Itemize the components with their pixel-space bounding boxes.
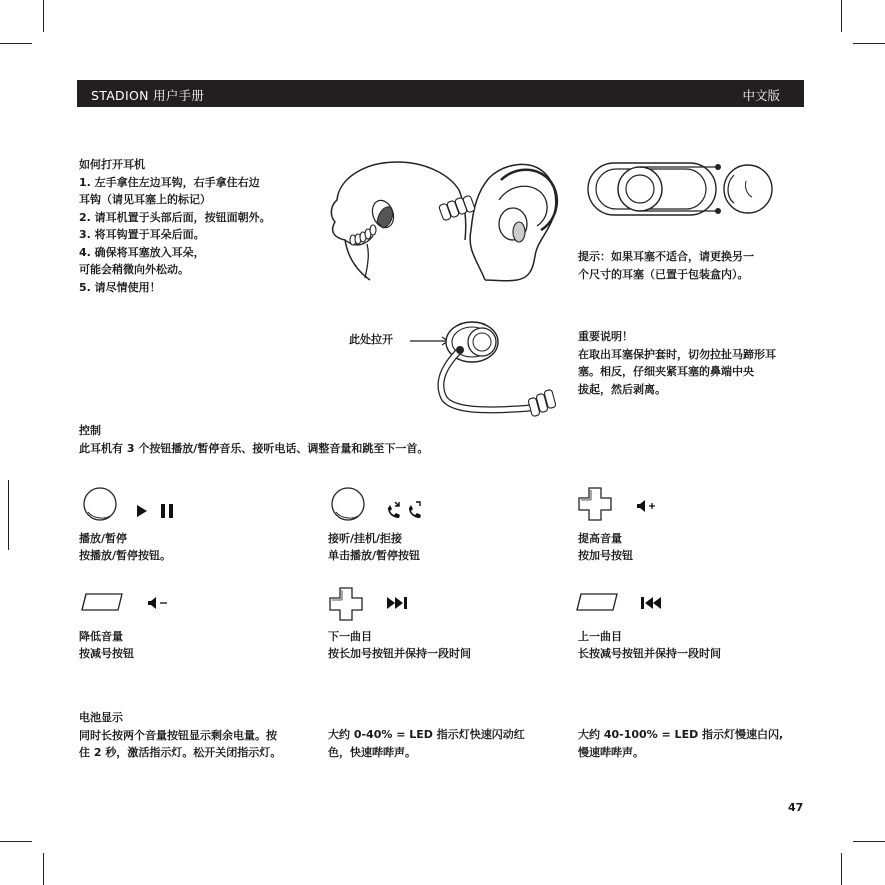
function-title: 播放/暂停 [79,532,128,545]
step-line: 2. 请耳机置于头部后面，按钮面朝外。 [79,210,271,224]
function-title: 下一曲目 [328,630,372,643]
ear-with-earphone-illustration [437,160,567,285]
battery-low-info [328,726,558,761]
crop-mark [853,841,885,842]
plus-button-icon [326,586,366,622]
tip-line: 个尺寸的耳塞（已置于包装盒内）。 [578,267,749,281]
how-to-wear-section [79,156,319,296]
function-title: 降低音量 [79,630,123,643]
important-line: 在取出耳塞保护套时，切勿拉扯马蹄形耳 [578,347,776,361]
volume-down-icon [147,596,171,610]
battery-high-line: 慢速哔哔声。 [578,745,644,759]
controls-section [79,422,679,457]
important-note [578,328,818,398]
step-line: 1. 左手拿住左边耳钩，右手拿住右边 [79,175,260,189]
crop-mark [43,853,44,885]
earbud-tip-removal-illustration [430,320,560,420]
play-pause-icon [135,503,179,519]
crop-mark [841,0,842,32]
crop-mark [0,43,32,44]
battery-high-line: 大约 40-100% = LED 指示灯慢速白闪, [578,728,784,741]
function-desc: 按播放/暂停按钮。 [79,549,172,562]
minus-button-icon [575,592,619,612]
function-desc: 单击播放/暂停按钮 [328,549,421,562]
manual-title: STADION 用户手册 [91,88,205,103]
previous-track-icon [640,596,664,610]
battery-desc: 住 2 秒，激活指示灯。松开关闭指示灯。 [79,746,282,759]
header-bar [77,80,804,107]
round-button-icon [328,486,368,522]
battery-desc: 同时长按两个音量按钮显示剩余电量。按 [79,728,277,742]
step-line: 4. 确保将耳塞放入耳朵， [79,245,205,259]
function-desc: 按加号按钮 [578,549,633,562]
step-line: 可能会稍微向外松动。 [79,263,189,276]
open-here-label: 此处拉开 [349,333,393,346]
function-title: 上一曲目 [578,630,622,643]
controls-heading: 控制 [79,424,101,437]
tip-text [578,248,808,283]
function-desc: 长按减号按钮并保持一段时间 [578,647,721,660]
battery-low-line: 大约 0-40% = LED 指示灯快速闪动红 [328,728,525,741]
crop-mark [853,43,885,44]
battery-low-line: 色，快速哔哔声。 [328,745,416,759]
crop-mark [841,853,842,885]
phone-icon [385,500,425,520]
step-line: 5. 请尽情使用！ [79,280,161,294]
controls-description: 此耳机有 3 个按钮播放/暂停音乐、接听电话、调整音量和跳至下一首。 [79,441,429,455]
crop-mark [43,0,44,32]
language-label: 中文版 [742,88,780,103]
tip-line: 提示：如果耳塞不适合，请更换另一 [578,250,754,263]
function-desc: 按减号按钮 [79,647,134,660]
next-track-icon [386,596,410,610]
battery-section [79,709,319,762]
important-heading: 重要说明！ [578,330,633,343]
round-button-icon [80,486,120,522]
earbud-size-illustration [582,157,778,227]
function-title: 接听/挂机/拒接 [328,532,403,545]
step-line: 耳钩（请见耳塞上的标记） [79,193,211,206]
plus-button-icon [575,486,615,522]
step-line: 3. 将耳钩置于耳朵后面。 [79,228,205,241]
important-line: 塞。相反，仔细夹紧耳塞的鼻端中央 [578,365,754,378]
function-desc: 按长加号按钮并保持一段时间 [328,647,471,660]
volume-up-icon [636,499,660,513]
battery-heading: 电池显示 [79,711,123,724]
function-title: 提高音量 [578,532,622,545]
how-to-wear-heading: 如何打开耳机 [79,158,145,171]
minus-button-icon [80,592,124,612]
crop-mark [0,841,32,842]
battery-high-info [578,726,808,761]
page-number: 47 [788,801,804,814]
crop-mark [8,480,9,550]
important-line: 拔起，然后剥离。 [578,382,666,396]
